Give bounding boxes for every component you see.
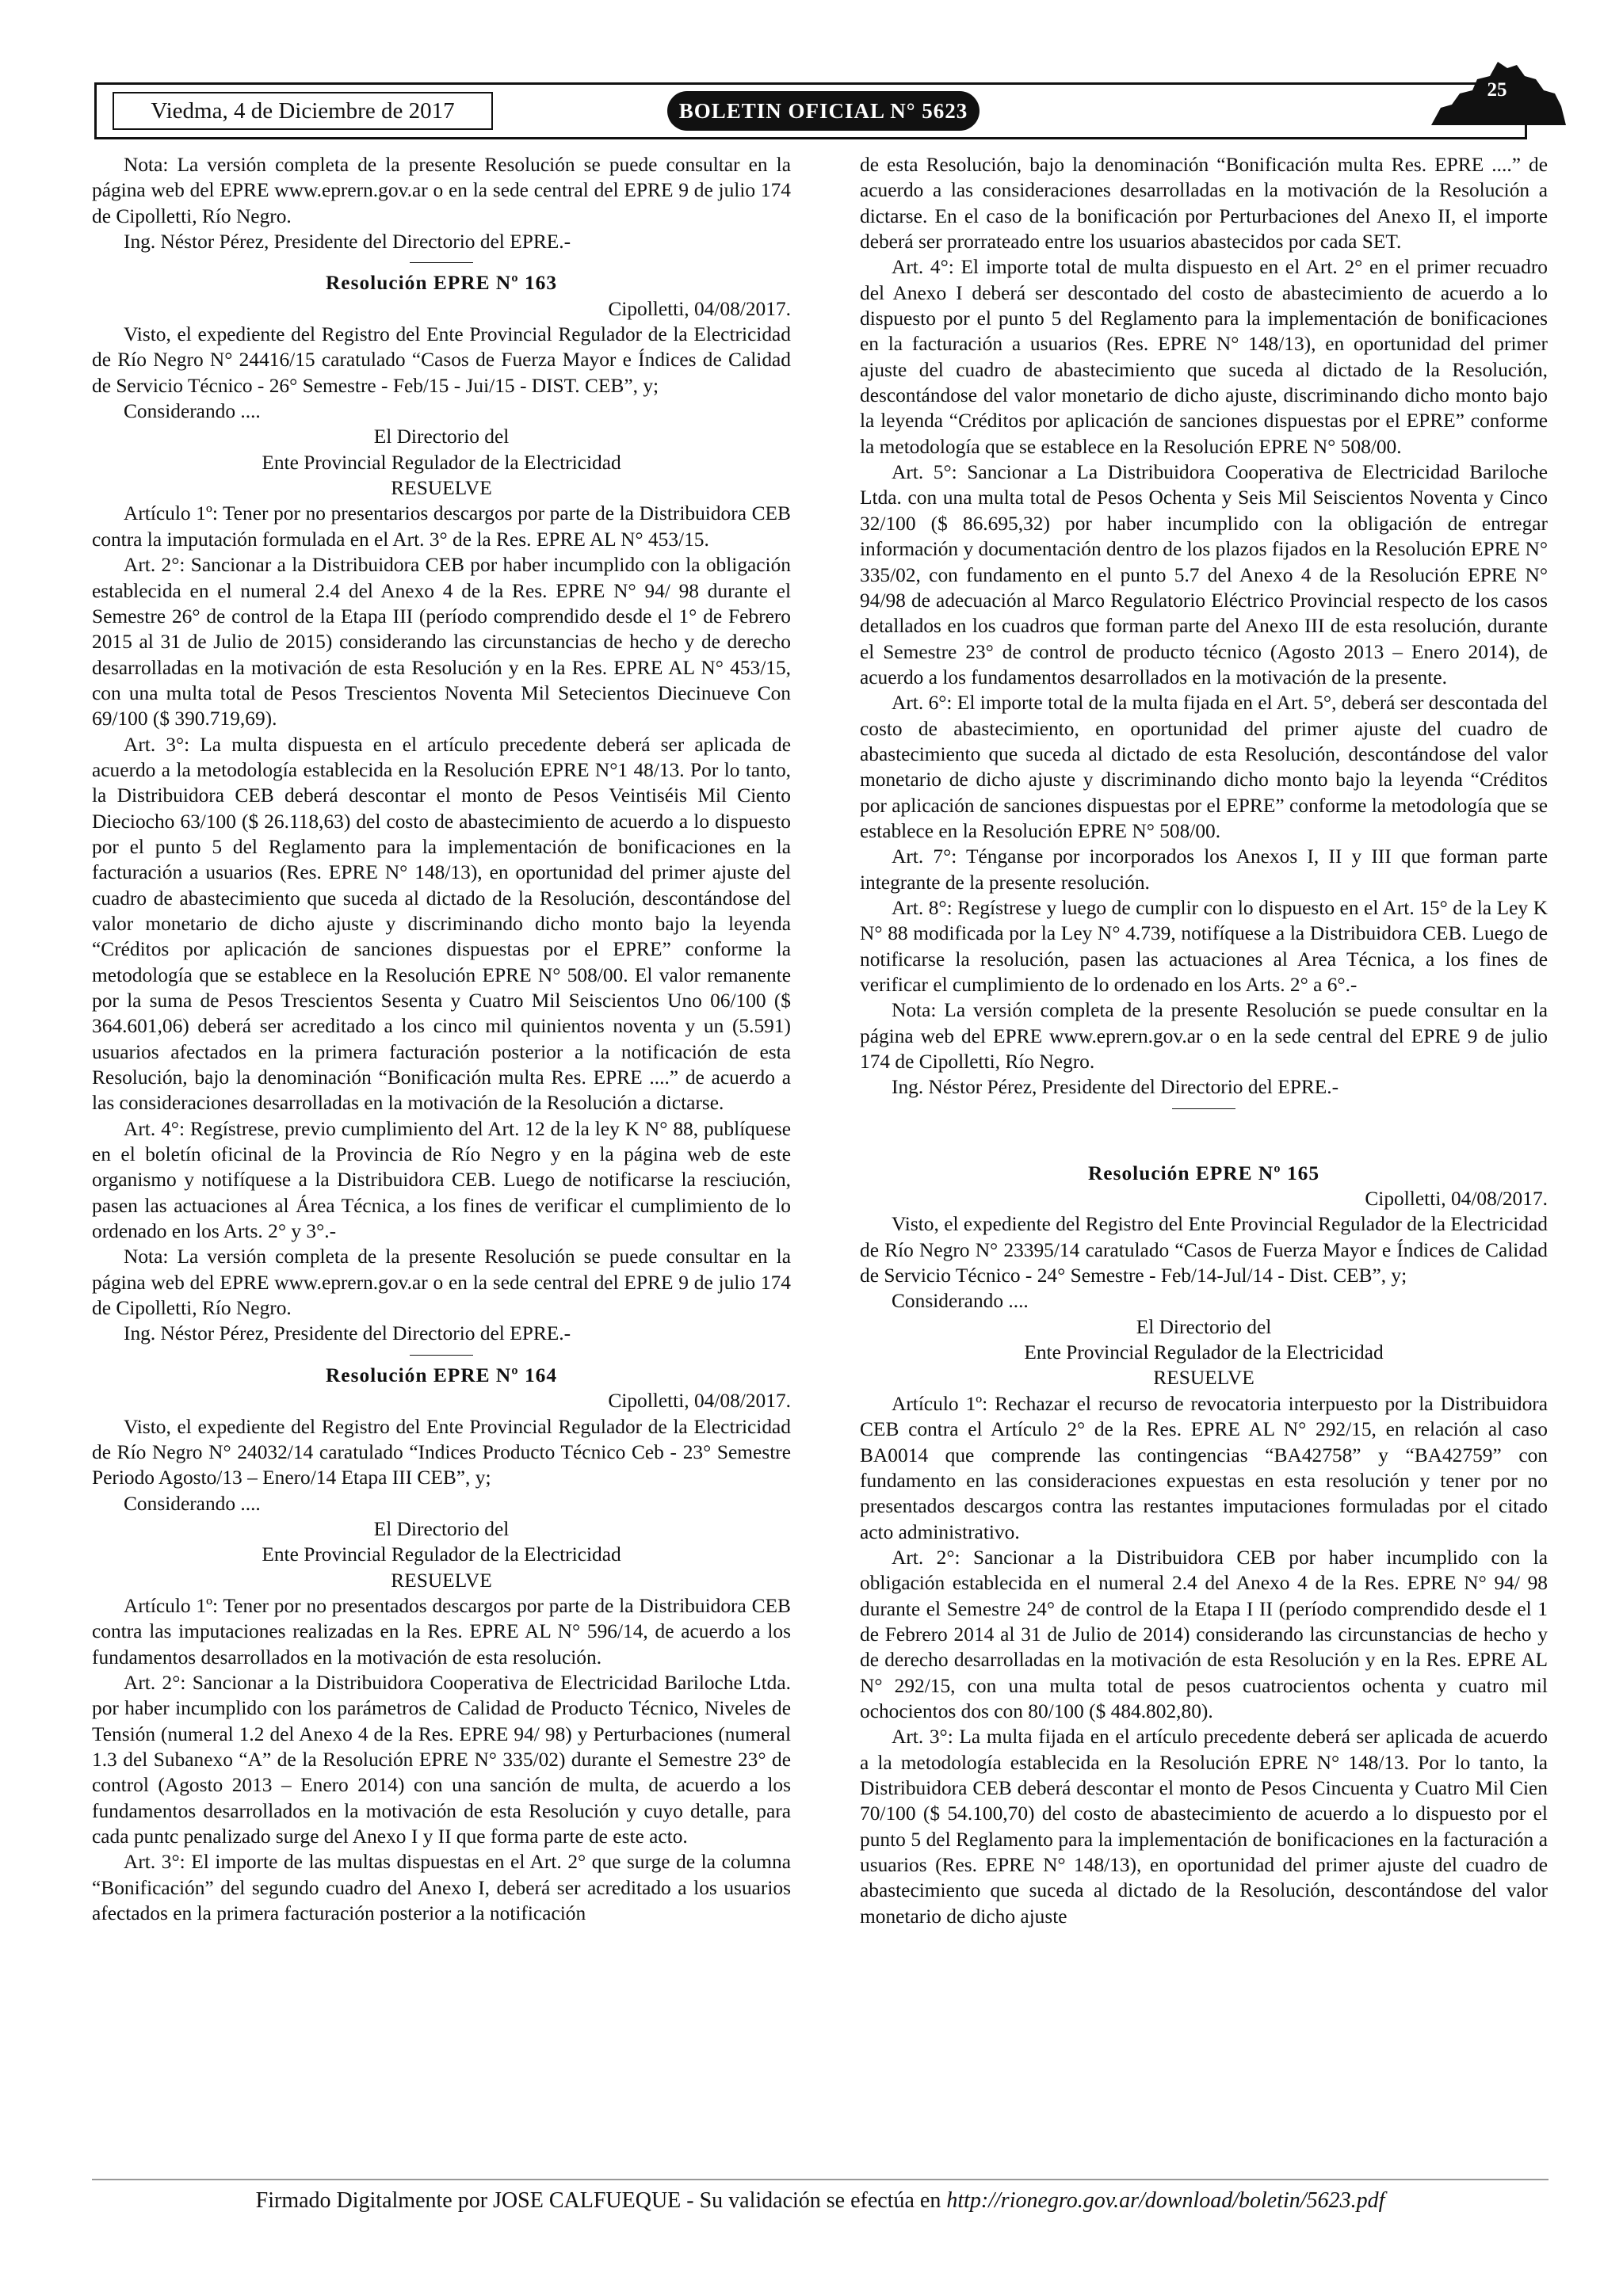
directorio-line: El Directorio del <box>373 425 510 448</box>
article-4: Art. 4°: Regístrese, previo cumplimiento del Art. 12 de la ley K N° 88, publíquese en el boletín oficinal de la Provincia de Río Negro y en la página web de este organismo y notifíquese a la Distribuidora CEB. Luego de notificarse la resciución, pasen las actuaciones al Área Técnica, a los fines de verificar el cumplimiento de lo ordenado en los Arts. 2° y 3°.- <box>92 1117 791 1243</box>
right-column <box>860 152 1548 1929</box>
note-paragraph: Nota: La versión completa de la presente Resolución se puede consultar en la página web del EPRE www.eprern.gov.ar o en la sede central del EPRE 9 de julio 174 de Cipolletti, Río Negro. <box>92 154 791 227</box>
note-paragraph: Nota: La versión completa de la presente Resolución se puede consultar en la página web del EPRE www.eprern.gov.ar o en la sede central del EPRE 9 de julio 174 de Cipolletti, Río Negro. <box>92 1245 791 1320</box>
visto-paragraph: Visto, el expediente del Registro del Ente Provincial Regulador de la Electricidad de Río Negro N° 23395/14 caratulado “Casos de Fuerza Mayor e Índices de Calidad de Servicio Técnico - 24° Semestre - Feb/14-Jul/14 - Dist. CEB”, y; <box>860 1213 1548 1287</box>
visto-paragraph: Visto, el expediente del Registro del Ente Provincial Regulador de la Electricidad de Río Negro N° 24416/15 caratulado “Casos de Fuerza Mayor e Índices de Calidad de Servicio Técnico - 26° Semestre - Feb/15 - Jui/15 - DIST. CEB”, y; <box>92 323 791 397</box>
resuelve-line: RESUELVE <box>391 477 492 500</box>
article-3: Art. 3°: El importe de las multas dispuestas en el Art. 2° que surge de la columna “Bonificación” del segundo cuadro del Anexo I, deberá ser acreditado a los usuarios afectados en la primera facturación posterior a la notificación <box>92 1851 791 1925</box>
signature-line: Ing. Néstor Pérez, Presidente del Directorio del EPRE.- <box>124 231 571 254</box>
place-date: Cipolletti, 04/08/2017. <box>1365 1188 1548 1211</box>
article-2: Art. 2°: Sancionar a la Distribuidora Cooperativa de Electricidad Bariloche Ltda. por haber incumplido con los parámetros de Calidad de Producto Técnico, Niveles de Tensión (numeral 1.2 del Anexo 4 de la Res. EPRE 94/ 98) y Perturbaciones (numeral 1.3 del Subanexo “A” de la Resolución EPRE N° 335/02) durante el Semestre 23° de control (Agosto 2013 – Enero 2014) con una sanción de multa, de acuerdo a los fundamentos desarrollados en la motivación de esta Resolución y cuyo detalle, para cada puntc penalizado surge del Anexo I y II que forma parte de este acto. <box>92 1671 791 1848</box>
header-title-badge: BOLETIN OFICIAL N° 5623 <box>667 91 980 131</box>
article-4: Art. 4°: El importe total de multa dispuesto en el Art. 2° en el primer recuadro del Anexo I deberá ser descontado del costo de abastecimiento de acuerdo a lo dispuesto por el punto 5 del Reglamento para la implementación de bonificaciones en la facturación a usuarios (Res. EPRE N° 148/13), en oportunidad del primer ajuste del cuadro de abastecimiento que suceda al dictado de la Resolución, descontándose del valor monetario de dicho ajuste, discriminando dicho monto bajo la leyenda “Créditos por aplicación de sanciones dispuestas por el EPRE” conforme la metodología que se establece en la Resolución EPRE N° 508/00. <box>860 256 1548 458</box>
considerando-line: Considerando .... <box>124 1492 261 1515</box>
footer <box>92 2188 1549 2214</box>
footer-rule <box>92 2179 1549 2180</box>
page-number: 25 <box>1487 79 1507 101</box>
signature-line: Ing. Néstor Pérez, Presidente del Directorio del EPRE.- <box>892 1076 1339 1099</box>
considerando-line: Considerando .... <box>124 400 261 423</box>
resolution-164-title: Resolución EPRE Nº 164 <box>325 1363 558 1386</box>
place-date: Cipolletti, 04/08/2017. <box>608 297 791 320</box>
considerando-line: Considerando .... <box>892 1290 1029 1313</box>
signature-line: Ing. Néstor Pérez, Presidente del Directorio del EPRE.- <box>124 1322 571 1345</box>
footer-link[interactable]: http://rionegro.gov.ar/download/boletin/5623.pdf <box>946 2188 1385 2213</box>
article-1: Artículo 1º: Tener por no presentarios descargos por parte de la Distribuidora CEB contra la imputación formulada en el Art. 3° de la Res. EPRE AL N° 453/15. <box>92 502 791 551</box>
directorio-line: El Directorio del <box>373 1517 510 1540</box>
ente-line: Ente Provincial Regulador de la Electricidad <box>262 451 621 474</box>
resuelve-line: RESUELVE <box>391 1569 492 1592</box>
ente-line: Ente Provincial Regulador de la Electricidad <box>1024 1341 1384 1364</box>
article-2: Art. 2°: Sancionar a la Distribuidora CEB por haber incumplido con la obligación establecida en el numeral 2.4 del Anexo 4 de la Res. EPRE N° 94/ 98 durante el Semestre 26° de control de la Etapa III (período comprendido desde el 1° de Febrero 2015 al 31 de Julio de 2015) considerando las circunstancias de hecho y de derecho desarrolladas en la motivación de esta Resolución y en la Res. EPRE AL N° 453/15, con una multa total de Pesos Trescientos Noventa Mil Setecientos Diecinueve Con 69/100 ($ 390.719,69). <box>92 554 791 730</box>
ente-line: Ente Provincial Regulador de la Electricidad <box>262 1543 621 1566</box>
article-7: Art. 7°: Ténganse por incorporados los Anexos I, II y III que forman parte integrante de la presente resolución. <box>860 845 1548 894</box>
visto-paragraph: Visto, el expediente del Registro del Ente Provincial Regulador de la Electricidad de Río Negro N° 24032/14 caratulado “Indices Producto Técnico Ceb - 23° Semestre Periodo Agosto/13 – Enero/14 Etapa III CEB”, y; <box>92 1415 791 1489</box>
resolution-165-title: Resolución EPRE Nº 165 <box>1087 1161 1320 1184</box>
header-date: Viedma, 4 de Diciembre de 2017 <box>113 92 493 130</box>
article-3: Art. 3°: La multa fijada en el artículo precedente deberá ser aplicada de acuerdo a la metodología establecida en la Resolución EPRE N° 148/13. Por lo tanto, la Distribuidora CEB deberá descontar el monto de Pesos Cincuenta y Cuatro Mil Cien 70/100 ($ 54.100,70) del costo de abastecimiento de acuerdo a lo dispuesto por el punto 5 del Reglamento para la implementación de bonificaciones en la facturación a usuarios (Res. EPRE N° 148/13), en oportunidad del primer ajuste del cuadro de abastecimiento que suceda al dictado de la Resolución, descontándose del valor monetario de dicho ajuste <box>860 1726 1548 1928</box>
left-column <box>92 152 791 1926</box>
section-separator <box>1172 1108 1235 1109</box>
article-2: Art. 2°: Sancionar a la Distribuidora CEB por haber incumplido con la obligación establecida en el numeral 2.4 del Anexo 4 de la Res. EPRE N° 94/ 98 durante el Semestre 24° de control de la Etapa I II (período comprendido desde el 1 de Febrero 2014 al 31 de Julio de 2014) considerando las circunstancias de hecho y de derecho desarrolladas en la motivación de esta Resolución y en la Res. EPRE AL N° 292/15, con una multa total de pesos cuatrocientos ochenta y cuatro mil ochocientos dos con 80/100 ($ 484.802,80). <box>860 1546 1548 1722</box>
article-1: Artículo 1º: Tener por no presentados descargos por parte de la Distribuidora CEB contra las imputaciones realizadas en la Res. EPRE AL N° 596/14, de acuerdo a los fundamentos desarrollados en la motivación de esta resolución. <box>92 1594 791 1669</box>
article-3-continued: de esta Resolución, bajo la denominación “Bonificación multa Res. EPRE ....” de acuerdo a las consideraciones desarrolladas en la motivación de la Resolución a dictarse. En el caso de la bonificación por Perturbaciones del Anexo II, el importe deberá ser prorrateado entre los usuarios abastecidos por cada SET. <box>860 154 1548 254</box>
place-date: Cipolletti, 04/08/2017. <box>608 1390 791 1413</box>
resuelve-line: RESUELVE <box>1153 1367 1254 1390</box>
spacer <box>860 1116 1548 1161</box>
article-8: Art. 8°: Regístrese y luego de cumplir con lo dispuesto en el Art. 15° de la Ley K N° 88 modificada por la Ley N° 4.739, notifíquese a la Distribuidora CEB. Luego de notificarse la resolución, pasen las actuaciones al Area Técnica, a los fines de verificar el cumplimiento de lo ordenado en los Arts. 2° a 6°.- <box>860 896 1548 996</box>
article-6: Art. 6°: El importe total de la multa fijada en el Art. 5°, deberá ser descontada del costo de abastecimiento, en oportunidad del primer ajuste del cuadro de abastecimiento que suceda al dictado de esta Resolución, descontándose del valor monetario de dicho ajuste y discriminando dicho monto bajo la leyenda “Créditos por aplicación de sanciones dispuestas por el EPRE” conforme la metodología que se establece en la Resolución EPRE N° 508/00. <box>860 692 1548 842</box>
section-separator <box>410 262 473 263</box>
note-paragraph: Nota: La versión completa de la presente Resolución se puede consultar en la página web del EPRE www.eprern.gov.ar o en la sede central del EPRE 9 de julio 174 de Cipolletti, Río Negro. <box>860 999 1548 1074</box>
section-separator <box>410 1355 473 1356</box>
footer-text: Firmado Digitalmente por JOSE CALFUEQUE - Su validación se efectúa en <box>255 2188 941 2213</box>
article-1: Artículo 1º: Rechazar el recurso de revocatoria interpuesto por la Distribuidora CEB contra el Artículo 2° de la Res. EPRE AL N° 292/15, en relación al caso BA0014 que comprende las contingencias “BA42758” y “BA42759” con fundamento en las consideraciones expuestas en esta resolución y tener por no presentados descargos contra las restantes imputaciones formuladas por el citado acto administrativo. <box>860 1392 1548 1543</box>
article-5: Art. 5°: Sancionar a La Distribuidora Cooperativa de Electricidad Bariloche Ltda. con una multa total de Pesos Ochenta y Seis Mil Seiscientos Noventa y Cinco 32/100 ($ 86.695,32) por haber incumplido con la obligación de entregar información y documentación dentro de los plazos fijados en la Resolución EPRE N° 335/02, con fundamento en el punto 5.7 del Anexo 4 de la Resolución EPRE N° 94/98 de adecuación al Marco Regulatorio Eléctrico Provincial respecto de los casos detallados en los cuadros que forman parte del Anexo III de esta resolución, durante el Semestre 23° de control de producto técnico (Agosto 2013 – Enero 2014), de acuerdo a los fundamentos desarrollados en la motivación de la presente. <box>860 461 1548 688</box>
resolution-163-title: Resolución EPRE Nº 163 <box>325 272 558 295</box>
article-3: Art. 3°: La multa dispuesta en el artículo precedente deberá ser aplicada de acuerdo a la metodología establecida en la Resolución EPRE N°1 48/13. Por lo tanto, la Distribuidora CEB deberá descontar el monto de Pesos Veintiséis Mil Ciento Dieciocho 63/100 ($ 26.118,63) del costo de abastecimiento de acuerdo a lo dispuesto por el punto 5 del Reglamento para la implementación de bonificaciones en la facturación a usuarios (Res. EPRE N° 148/13), en oportunidad del primer ajuste del cuadro de abastecimiento que suceda al dictado de la Resolución, descontándose del valor monetario de dicho ajuste y discriminando dicho monto bajo la leyenda “Créditos por aplicación de sanciones dispuestas por el EPRE” conforme la metodología que se establece en la Resolución EPRE N° 508/00. El valor remanente por la suma de Pesos Trescientos Sesenta y Cuatro Mil Seiscientos Uno 06/100 ($ 364.601,06) deberá ser acreditado a los cinco mil quinientos noventa y un (5.591) usuarios afectados en la primera facturación posterior a la notificación de esta Resolución, bajo la denominación “Bonificación multa Res. EPRE ....” de acuerdo a las consideraciones desarrolladas en la motivación de la Resolución a dictarse. <box>92 733 791 1115</box>
directorio-line: El Directorio del <box>1136 1315 1272 1338</box>
